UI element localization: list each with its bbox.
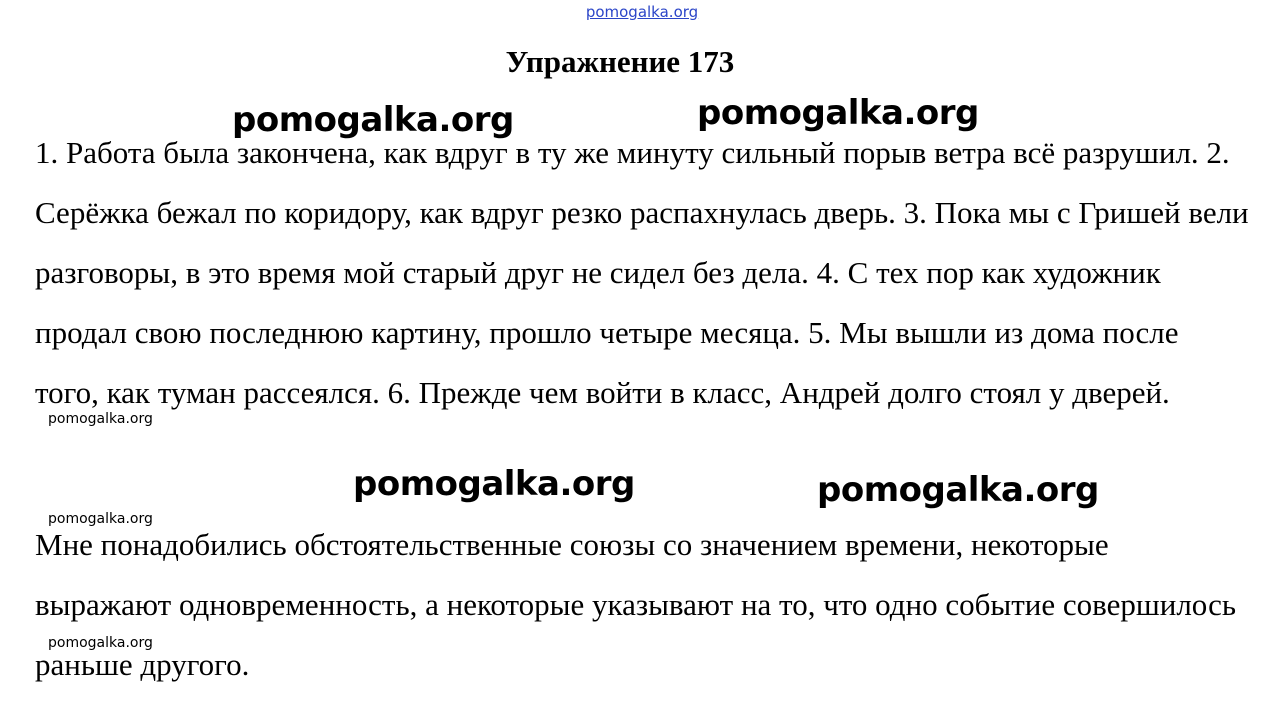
watermark: pomogalka.org <box>232 100 514 140</box>
watermark: pomogalka.org <box>817 470 1099 510</box>
site-link[interactable]: pomogalka.org <box>585 3 699 21</box>
watermark-small: pomogalka.org <box>48 511 153 527</box>
watermark-small: pomogalka.org <box>48 635 153 651</box>
watermark: pomogalka.org <box>353 464 635 504</box>
exercise-title: Упражнение 173 <box>505 44 735 79</box>
watermark-small: pomogalka.org <box>48 411 153 427</box>
explanation-paragraph: Мне понадобились обстоятельственные союзы со значением времени, некоторые выражают одновременность, а некоторые указывают на то, что одно событие совершилось раньше другого. <box>35 527 1236 682</box>
watermark: pomogalka.org <box>697 93 979 133</box>
exercise-text-paragraph: 1. Работа была закончена, как вдруг в ту же минуту сильный порыв ветра всё разрушил. 2. Серёжка бежал по коридору, как вдруг резко распахнулась дверь. 3. Пока мы с Гришей вели разговоры, в это время мой старый друг не сидел без дела. 4. С тех пор как художник продал свою последнюю картину, прошло четыре месяца. 5. Мы вышли из дома после того, как туман рассеялся. 6. Прежде чем войти в класс, Андрей долго стоял у дверей. <box>35 135 1249 410</box>
